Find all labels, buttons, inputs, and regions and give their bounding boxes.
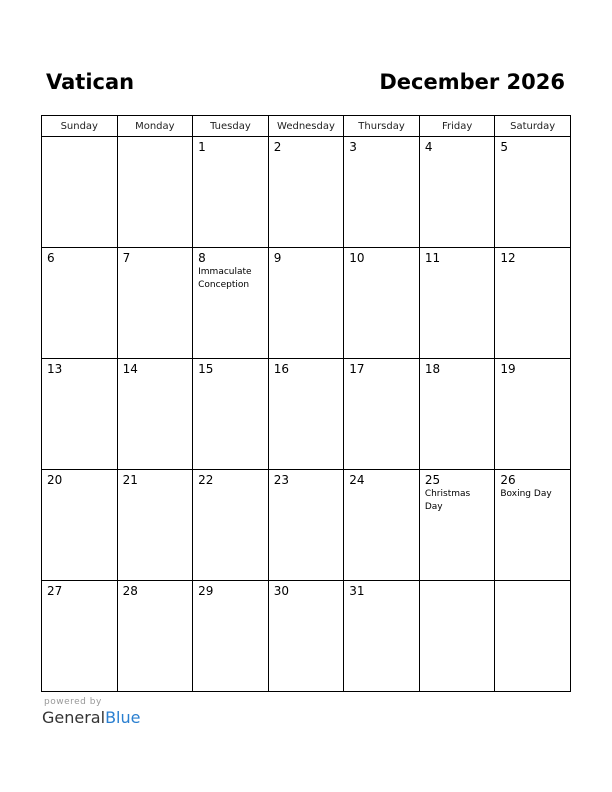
day-cell xyxy=(117,470,193,581)
day-number: 18 xyxy=(424,362,441,376)
day-number: 11 xyxy=(424,251,441,265)
weekday-friday: Friday xyxy=(419,116,495,137)
day-number: 22 xyxy=(198,473,214,487)
day-number: 1 xyxy=(198,140,206,154)
day-number: 5 xyxy=(500,140,509,154)
weekday-header-row xyxy=(42,116,571,137)
week-row xyxy=(42,359,571,470)
day-cell xyxy=(419,581,495,692)
holiday-label: Boxing Day xyxy=(500,489,552,499)
country-title: Vatican xyxy=(46,70,135,94)
day-cell xyxy=(495,581,571,692)
day-cell xyxy=(419,359,495,470)
day-number: 31 xyxy=(349,584,365,598)
day-number: 25 xyxy=(424,473,441,487)
day-cell xyxy=(42,470,118,581)
day-number: 2 xyxy=(273,140,282,154)
day-cell xyxy=(268,137,344,248)
day-cell xyxy=(117,359,193,470)
weekday-sunday: Sunday xyxy=(42,116,118,137)
day-number: 14 xyxy=(122,362,138,376)
day-cell xyxy=(193,359,269,470)
day-cell xyxy=(42,581,118,692)
week-row xyxy=(42,581,571,692)
day-cell xyxy=(268,470,344,581)
day-cell xyxy=(495,137,571,248)
day-cell xyxy=(42,137,118,248)
day-cell xyxy=(268,581,344,692)
day-number: 4 xyxy=(424,140,433,154)
day-number: 26 xyxy=(500,473,516,487)
day-number: 16 xyxy=(273,362,289,376)
day-number: 7 xyxy=(122,251,131,265)
day-cell xyxy=(42,359,118,470)
day-cell xyxy=(193,470,269,581)
day-cell xyxy=(42,248,118,359)
day-number: 19 xyxy=(500,362,516,376)
day-cell xyxy=(344,470,420,581)
day-number: 8 xyxy=(198,251,206,265)
day-cell xyxy=(344,581,420,692)
day-cell xyxy=(344,248,420,359)
day-cell xyxy=(419,137,495,248)
holiday-label: Christmas Day xyxy=(424,489,471,512)
day-cell xyxy=(495,470,571,581)
day-cell xyxy=(344,137,420,248)
day-cell xyxy=(117,137,193,248)
day-number: 28 xyxy=(122,584,138,598)
generalblue-logo[interactable] xyxy=(42,708,140,727)
day-cell xyxy=(193,248,269,359)
day-number: 3 xyxy=(349,140,357,154)
week-row xyxy=(42,470,571,581)
day-cell xyxy=(268,248,344,359)
weekday-tuesday: Tuesday xyxy=(193,116,269,137)
weekday-saturday: Saturday xyxy=(495,116,571,137)
calendar-grid xyxy=(41,115,571,692)
month-year-title: December 2026 xyxy=(379,70,565,94)
day-number: 6 xyxy=(47,251,55,265)
weekday-thursday: Thursday xyxy=(344,116,420,137)
day-number: 27 xyxy=(47,584,63,598)
day-number: 23 xyxy=(273,473,289,487)
day-cell xyxy=(495,248,571,359)
holiday-label: Immaculate Conception xyxy=(198,267,252,290)
day-number: 15 xyxy=(198,362,214,376)
day-cell xyxy=(419,248,495,359)
day-number: 29 xyxy=(198,584,214,598)
day-cell xyxy=(268,359,344,470)
day-cell xyxy=(419,470,495,581)
day-number: 30 xyxy=(273,584,289,598)
brand-general: General xyxy=(42,708,106,727)
day-cell xyxy=(193,581,269,692)
week-row xyxy=(42,248,571,359)
day-number: 9 xyxy=(273,251,282,265)
day-cell xyxy=(117,248,193,359)
day-number: 20 xyxy=(47,473,63,487)
weekday-wednesday: Wednesday xyxy=(268,116,344,137)
day-number: 24 xyxy=(349,473,365,487)
day-number: 17 xyxy=(349,362,365,376)
day-number: 13 xyxy=(47,362,63,376)
day-cell xyxy=(495,359,571,470)
day-number: 21 xyxy=(122,473,138,487)
day-cell xyxy=(117,581,193,692)
week-row xyxy=(42,137,571,248)
weekday-monday: Monday xyxy=(117,116,193,137)
day-number: 12 xyxy=(500,251,516,265)
brand-blue: Blue xyxy=(105,708,141,727)
day-cell xyxy=(193,137,269,248)
powered-by-text: powered by xyxy=(44,697,102,707)
day-number: 10 xyxy=(349,251,365,265)
day-cell xyxy=(344,359,420,470)
